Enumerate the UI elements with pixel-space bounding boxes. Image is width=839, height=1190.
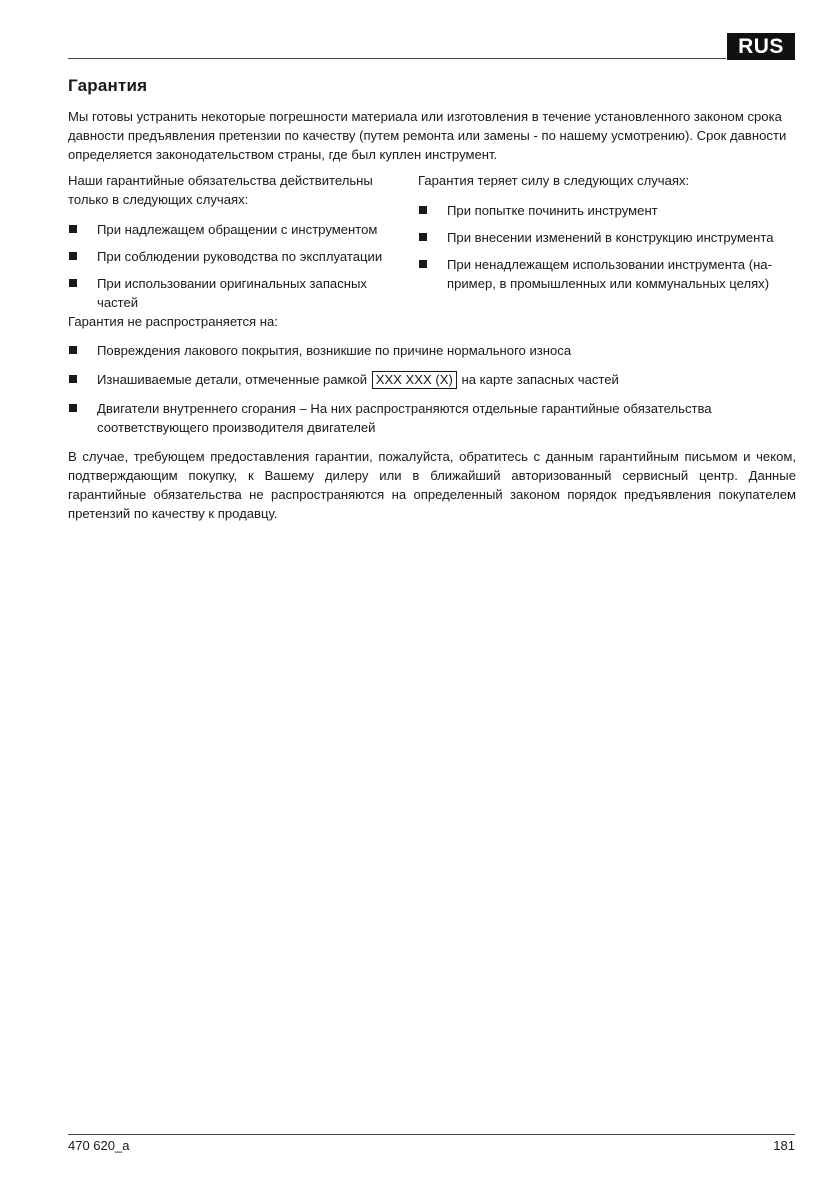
header-rule: [68, 58, 726, 59]
list-item: [418, 228, 796, 247]
conditions-columns: [68, 171, 796, 312]
list-item-text: При соблюдении руководства по эксплуатации: [97, 249, 383, 264]
footer-rule: [68, 1134, 795, 1135]
list-item-text: При попытке починить инструмент: [447, 203, 658, 218]
language-badge: RUS: [727, 33, 795, 60]
square-bullet-icon: [69, 375, 77, 383]
list-item: [68, 274, 404, 312]
square-bullet-icon: [69, 252, 77, 260]
list-item-text: При внесении изменений в конструкцию инструмента: [447, 230, 774, 245]
void-heading: Гарантия теряет силу в следующих случаях:: [418, 173, 690, 188]
exclusions-heading: Гарантия не распространяется на:: [68, 314, 278, 329]
square-bullet-icon: [69, 404, 77, 412]
list-item: [68, 341, 796, 360]
list-item: [68, 399, 796, 437]
list-item: [418, 255, 796, 293]
list-item: [68, 247, 404, 266]
list-item: [68, 370, 796, 389]
list-item-text: Повреждения лакового покрытия, возникшие по причине нормального износа: [97, 343, 572, 358]
list-item-text: Двигатели внутреннего сгорания – На них распространяются отдельные гарантийные обязательства соответствующего производителя двигателей: [97, 401, 712, 435]
square-bullet-icon: [419, 260, 427, 268]
exclusions-list: [68, 341, 796, 437]
square-bullet-icon: [69, 225, 77, 233]
list-item-text: При использовании оригинальных запасных частей: [97, 276, 367, 310]
list-item-text: При ненадлежащем использовании инструмента (на-пример, в промышленных или коммунальных целях): [447, 257, 772, 291]
wear-part-marker: XXX XXX (X): [372, 371, 457, 389]
page-title: Гарантия: [68, 76, 148, 95]
list-item: [68, 220, 404, 239]
document-code: 470 620_a: [68, 1138, 130, 1153]
intro-paragraph: Мы готовы устранить некоторые погрешности материала или изготовления в течение установленного законом срока давности предъявления претензии по качеству (путем ремонта или замены - по нашему усмотрению). Срок давности определяется законодательством страны, где был куплен инструмент.: [68, 109, 787, 162]
valid-conditions: [68, 171, 404, 312]
outro-paragraph: В случае, требующем предоставления гарантии, пожалуйста, обратитесь с данным гарантийным письмом и чеком, подтверждающим покупку, к Вашему дилеру или в ближайший авторизованный сервисный центр. Данные гарантийные обязательства не распространяются на определенный законом порядок предъявления покупателем претензий по качеству к продавцу.: [68, 449, 796, 521]
void-conditions: [418, 171, 796, 312]
list-item-text: Изнашиваемые детали, отмеченные рамкой: [97, 372, 368, 387]
page-number: 181: [773, 1138, 795, 1153]
square-bullet-icon: [69, 279, 77, 287]
list-item-text: При надлежащем обращении с инструментом: [97, 222, 378, 237]
square-bullet-icon: [419, 233, 427, 241]
list-item: [418, 201, 796, 220]
square-bullet-icon: [69, 346, 77, 354]
list-item-text: на карте запасных частей: [461, 372, 619, 387]
main-content: [68, 107, 796, 523]
valid-heading: Наши гарантийные обязательства действительны только в следующих случаях:: [68, 173, 373, 207]
square-bullet-icon: [419, 206, 427, 214]
